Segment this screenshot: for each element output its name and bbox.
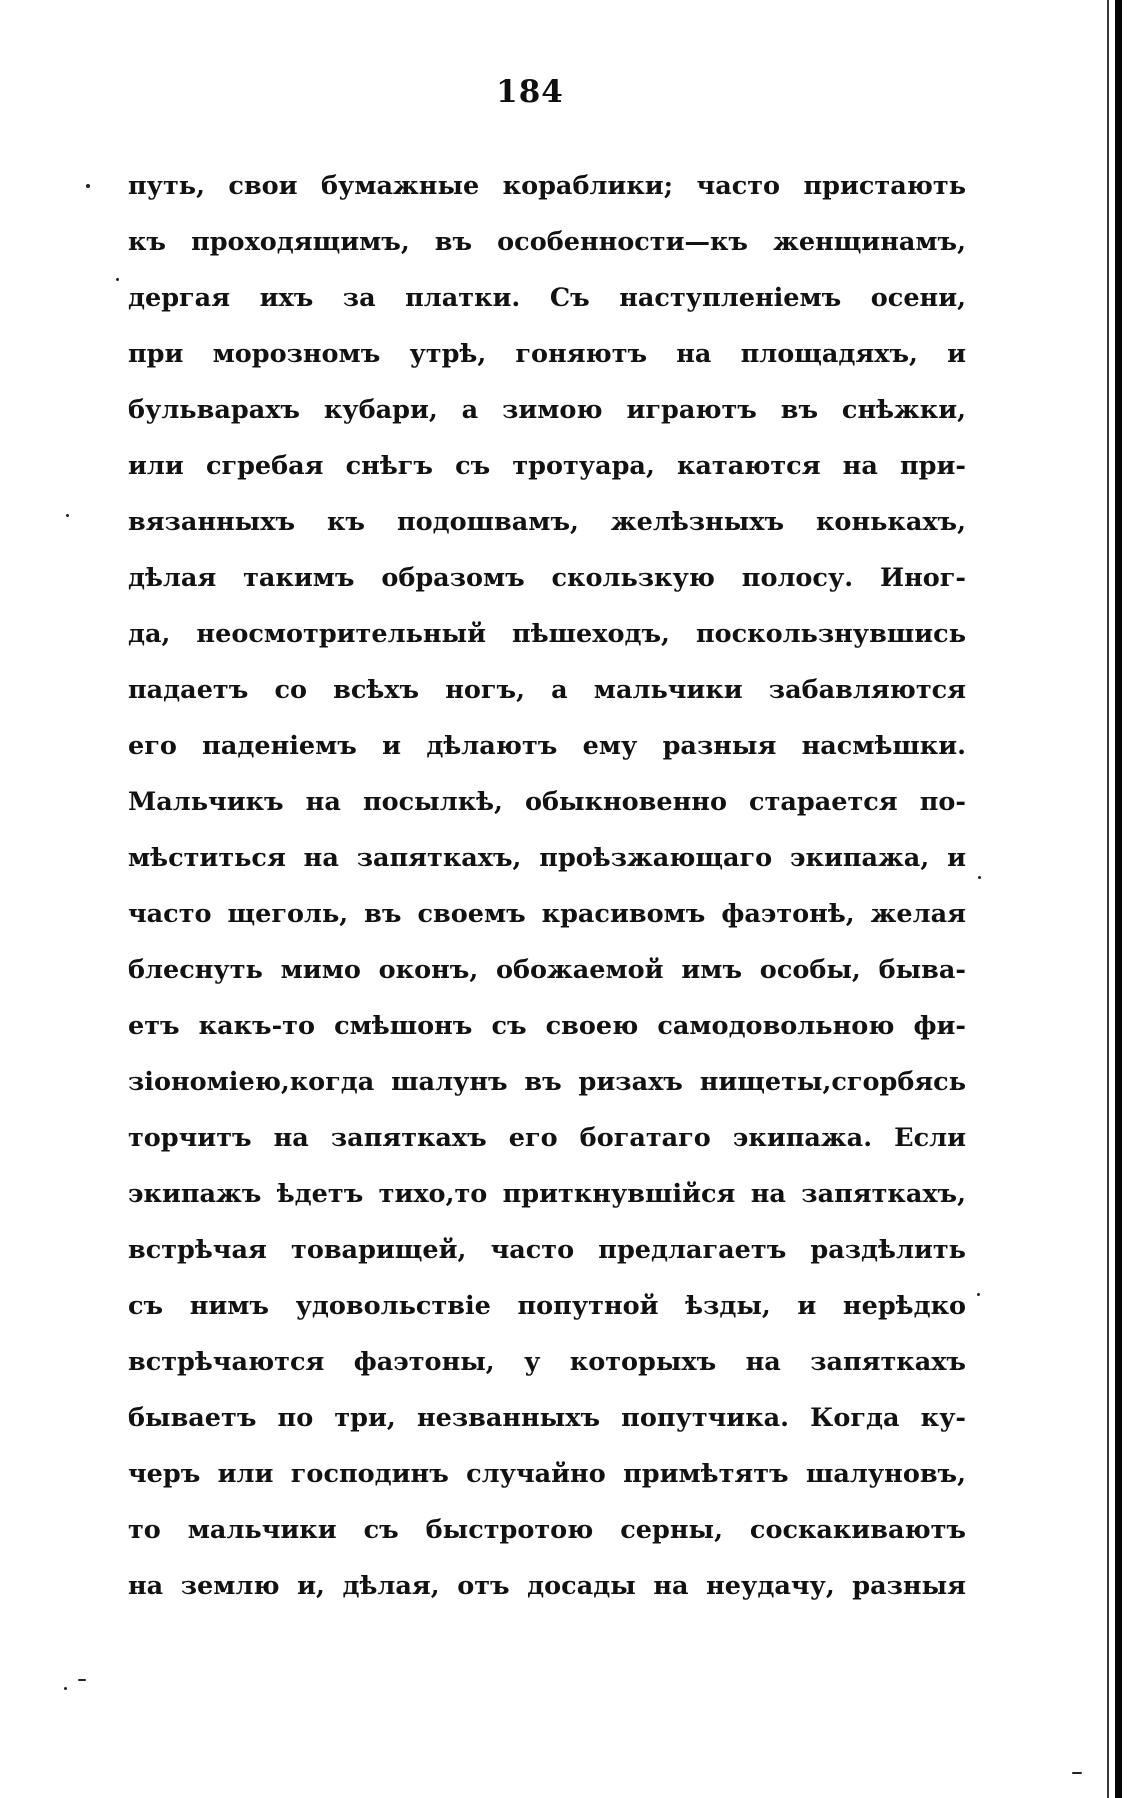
scan-speck — [78, 1679, 86, 1681]
scan-speck — [86, 184, 90, 188]
text-line: блеснуть мимо оконъ, обожаемой имъ особы, быва- — [128, 955, 966, 985]
text-line: падаетъ со всѣхъ ногъ, а мальчики забавляются — [128, 675, 966, 705]
text-line: встрѣчая товарищей, часто предлагаетъ раздѣлить — [128, 1235, 966, 1265]
text-line: встрѣчаются фаэтоны, у которыхъ на запяткахъ — [128, 1347, 966, 1377]
scan-speck — [1072, 1772, 1082, 1774]
text-line: съ нимъ удовольствіе попутной ѣзды, и нерѣдко — [128, 1291, 966, 1321]
text-line: Мальчикъ на посылкѣ, обыкновенно старается по- — [128, 787, 966, 817]
scan-speck — [977, 1293, 980, 1296]
scan-speck — [66, 514, 69, 517]
text-line: бульварахъ кубари, а зимою играютъ въ снѣжки, — [128, 395, 966, 425]
text-line: дергая ихъ за платки. Съ наступленіемъ осени, — [128, 283, 966, 313]
text-line: бываетъ по три, незванныхъ попутчика. Когда ку- — [128, 1403, 966, 1433]
scan-speck — [116, 278, 119, 281]
text-line: экипажъ ѣдетъ тихо,то приткнувшійся на запяткахъ, — [128, 1179, 966, 1209]
text-line: или сгребая снѣгъ съ тротуара, катаются на при- — [128, 451, 966, 481]
text-line: то мальчики съ быстротою серны, соскакиваютъ — [128, 1515, 966, 1545]
page-number: 184 — [496, 74, 564, 110]
text-line: торчитъ на запяткахъ его богатаго экипажа. Если — [128, 1123, 966, 1153]
text-line: на землю и, дѣлая, отъ досады на неудачу, разныя — [128, 1571, 966, 1601]
text-line: часто щеголь, въ своемъ красивомъ фаэтонѣ, желая — [128, 899, 966, 929]
text-line: дѣлая такимъ образомъ скользкую полосу. Иног- — [128, 563, 966, 593]
text-line: его паденіемъ и дѣлаютъ ему разныя насмѣшки. — [128, 731, 966, 761]
body-text — [128, 158, 966, 1614]
text-line: черъ или господинъ случайно примѣтятъ шалуновъ, — [128, 1459, 966, 1489]
text-line: зіономіею,когда шалунъ въ ризахъ нищеты,сгорбясь — [128, 1067, 966, 1097]
text-line: да, неосмотрительный пѣшеходъ, поскользнувшись — [128, 619, 966, 649]
text-line: вязанныхъ къ подошвамъ, желѣзныхъ конькахъ, — [128, 507, 966, 537]
page-binding-edge — [1115, 0, 1122, 1798]
text-line: путь, свои бумажные кораблики; часто пристають — [128, 171, 966, 201]
page-binding-line — [1107, 0, 1109, 1798]
scan-speck — [978, 876, 981, 879]
text-line: етъ какъ-то смѣшонъ съ своею самодовольною фи- — [128, 1011, 966, 1041]
scan-speck — [64, 1687, 67, 1690]
text-line: при морозномъ утрѣ, гоняютъ на площадяхъ, и — [128, 339, 966, 369]
text-line: къ проходящимъ, въ особенности—къ женщинамъ, — [128, 227, 966, 257]
text-line: мѣститься на запяткахъ, проѣзжающаго экипажа, и — [128, 843, 966, 873]
